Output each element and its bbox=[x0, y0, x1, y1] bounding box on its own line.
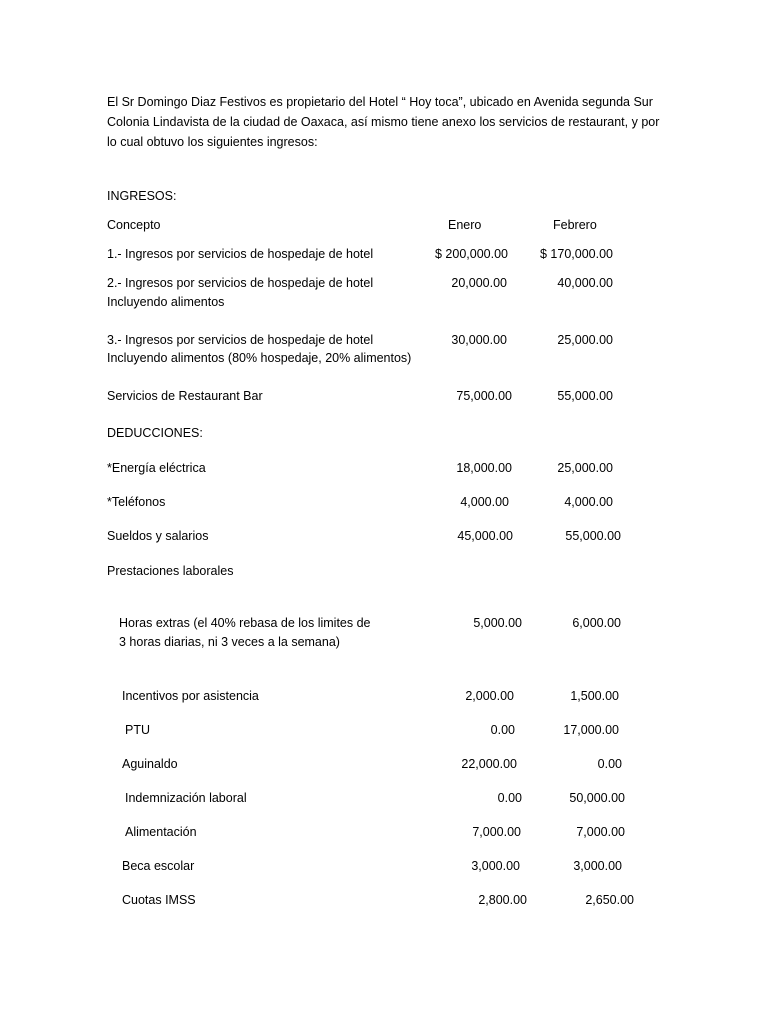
prestacion-indemnizacion-febrero: 50,000.00 bbox=[569, 791, 625, 805]
prestacion-beca-enero: 3,000.00 bbox=[471, 859, 520, 873]
ingreso-2-label: 2.- Ingresos por servicios de hospedaje de hotel bbox=[107, 276, 374, 290]
intro-paragraph: El Sr Domingo Diaz Festivos es propietario del Hotel “ Hoy toca”, ubicado en Avenida segunda Sur Colonia Lindavista de la ciudad de Oaxaca, así mismo tiene anexo los servicios de restaurant, y por lo cual obtuvo los siguientes ingresos: bbox=[107, 95, 660, 149]
header-enero: Enero bbox=[448, 218, 482, 232]
deduccion-telefonos-febrero: 4,000.00 bbox=[564, 495, 613, 509]
ingreso-1-febrero: $ 170,000.00 bbox=[540, 247, 613, 261]
ingreso-restaurant-enero: 75,000.00 bbox=[456, 389, 512, 403]
prestacion-horas-extras-label-cont: 3 horas diarias, ni 3 veces a la semana) bbox=[119, 635, 340, 649]
prestacion-aguinaldo-label: Aguinaldo bbox=[122, 757, 178, 771]
deducciones-heading: DEDUCCIONES: bbox=[107, 426, 203, 440]
ingreso-3-label-cont: Incluyendo alimentos (80% hospedaje, 20% alimentos) bbox=[107, 351, 412, 365]
prestacion-alimentacion-enero: 7,000.00 bbox=[472, 825, 521, 839]
prestacion-beca-label: Beca escolar bbox=[122, 859, 195, 873]
prestacion-imss-febrero: 2,650.00 bbox=[585, 893, 634, 907]
prestacion-beca-febrero: 3,000.00 bbox=[573, 859, 622, 873]
deduccion-sueldos-febrero: 55,000.00 bbox=[565, 529, 621, 543]
header-febrero: Febrero bbox=[553, 218, 597, 232]
prestacion-horas-extras-enero: 5,000.00 bbox=[473, 616, 522, 630]
prestacion-alimentacion-label: Alimentación bbox=[125, 825, 197, 839]
prestacion-horas-extras-label: Horas extras (el 40% rebasa de los limites de bbox=[119, 616, 371, 630]
ingreso-3-febrero: 25,000.00 bbox=[557, 333, 613, 347]
deduccion-energia-febrero: 25,000.00 bbox=[557, 461, 613, 475]
prestacion-ptu-label: PTU bbox=[125, 723, 150, 737]
prestacion-alimentacion-febrero: 7,000.00 bbox=[576, 825, 625, 839]
prestacion-indemnizacion-enero: 0.00 bbox=[497, 791, 522, 805]
prestacion-aguinaldo-enero: 22,000.00 bbox=[461, 757, 517, 771]
prestaciones-heading: Prestaciones laborales bbox=[107, 564, 234, 578]
prestacion-indemnizacion-label: Indemnización laboral bbox=[125, 791, 247, 805]
prestacion-incentivos-febrero: 1,500.00 bbox=[570, 689, 619, 703]
ingreso-1-enero: $ 200,000.00 bbox=[435, 247, 508, 261]
deduccion-telefonos-enero: 4,000.00 bbox=[460, 495, 509, 509]
ingreso-3-enero: 30,000.00 bbox=[451, 333, 507, 347]
prestacion-horas-extras-febrero: 6,000.00 bbox=[572, 616, 621, 630]
prestacion-imss-label: Cuotas IMSS bbox=[122, 893, 196, 907]
deduccion-energia-label: *Energía eléctrica bbox=[107, 461, 206, 475]
deduccion-energia-enero: 18,000.00 bbox=[456, 461, 512, 475]
prestacion-aguinaldo-febrero: 0.00 bbox=[597, 757, 622, 771]
ingreso-restaurant-febrero: 55,000.00 bbox=[557, 389, 613, 403]
prestacion-incentivos-label: Incentivos por asistencia bbox=[122, 689, 259, 703]
ingresos-heading: INGRESOS: bbox=[107, 189, 177, 203]
prestacion-incentivos-enero: 2,000.00 bbox=[465, 689, 514, 703]
prestacion-ptu-enero: 0.00 bbox=[490, 723, 515, 737]
prestacion-ptu-febrero: 17,000.00 bbox=[563, 723, 619, 737]
deduccion-sueldos-label: Sueldos y salarios bbox=[107, 529, 209, 543]
ingreso-restaurant-label: Servicios de Restaurant Bar bbox=[107, 389, 263, 403]
deduccion-telefonos-label: *Teléfonos bbox=[107, 495, 166, 509]
ingreso-1-label: 1.- Ingresos por servicios de hospedaje de hotel bbox=[107, 247, 374, 261]
ingreso-2-febrero: 40,000.00 bbox=[557, 276, 613, 290]
ingreso-2-label-cont: Incluyendo alimentos bbox=[107, 295, 225, 309]
ingreso-2-enero: 20,000.00 bbox=[451, 276, 507, 290]
deduccion-sueldos-enero: 45,000.00 bbox=[457, 529, 513, 543]
ingreso-3-label: 3.- Ingresos por servicios de hospedaje de hotel bbox=[107, 333, 374, 347]
prestacion-imss-enero: 2,800.00 bbox=[478, 893, 527, 907]
header-concepto: Concepto bbox=[107, 218, 161, 232]
